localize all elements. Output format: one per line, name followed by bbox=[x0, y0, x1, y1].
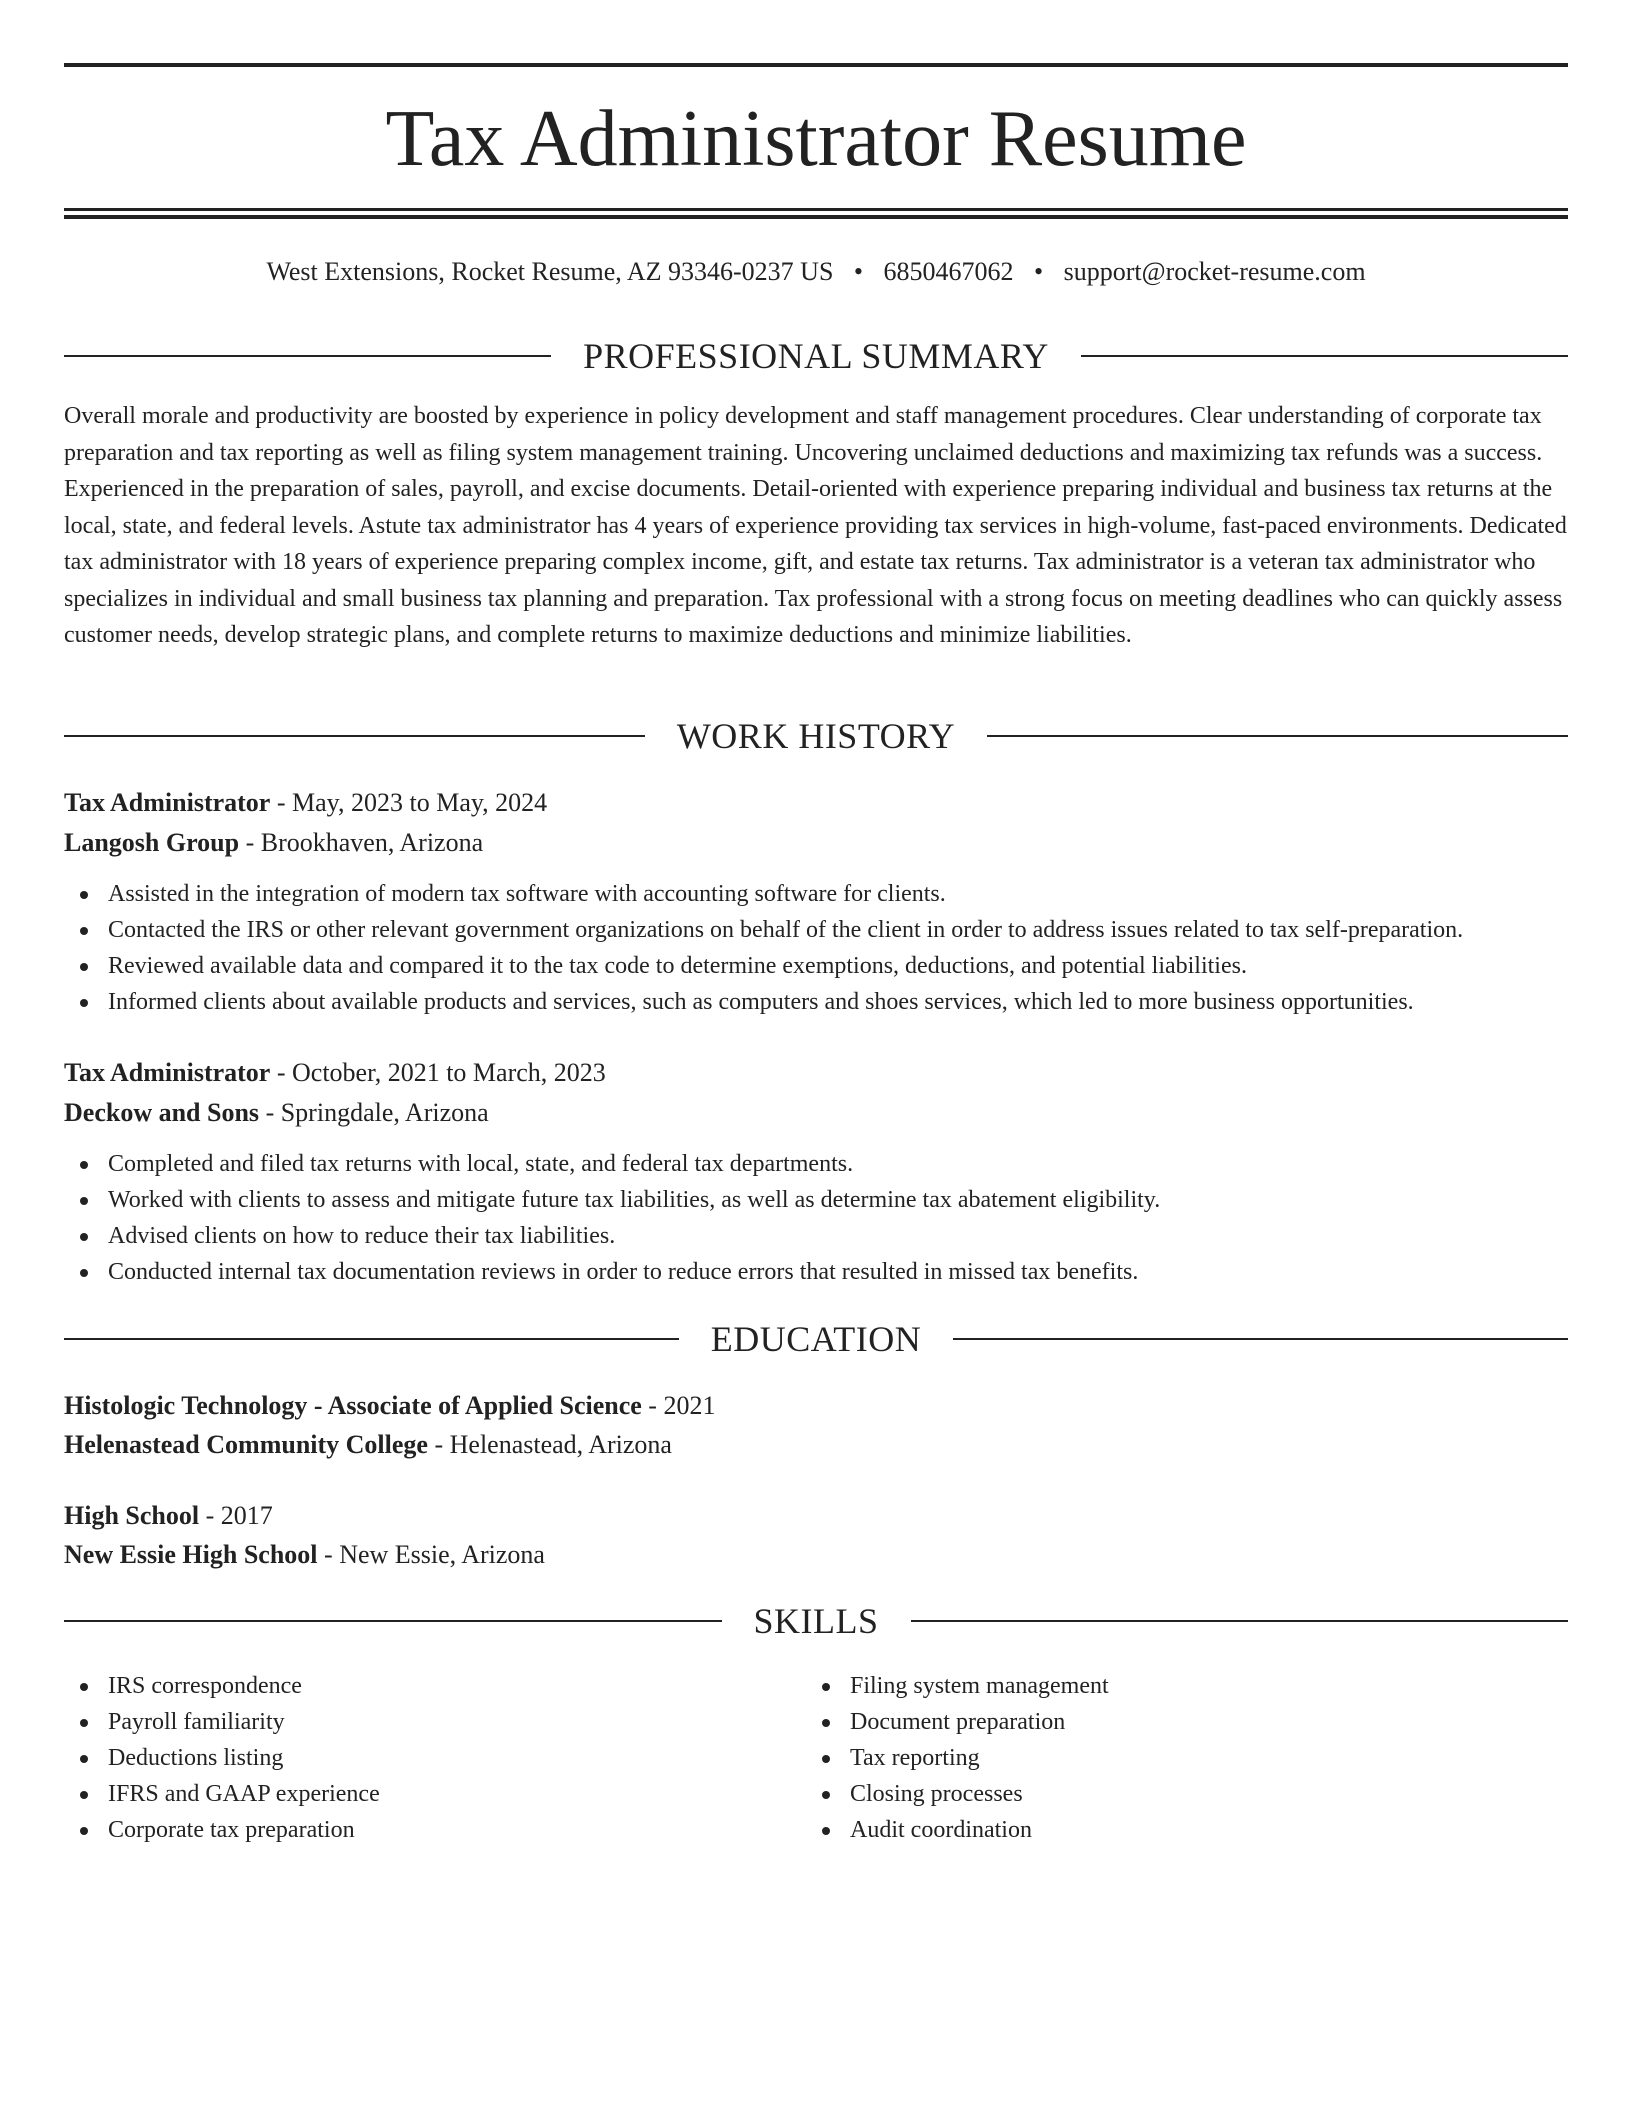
education-degree-line bbox=[64, 1386, 1568, 1426]
job-title-line bbox=[64, 783, 1568, 823]
list-item: Contacted the IRS or other relevant government organizations on behalf of the client in order to address issues related to tax self-preparation. bbox=[64, 912, 1568, 948]
education-location: - New Essie, Arizona bbox=[317, 1540, 545, 1569]
title-rule-upper bbox=[64, 208, 1568, 211]
heading-rule bbox=[987, 735, 1568, 737]
job-dates: - May, 2023 to May, 2024 bbox=[270, 788, 548, 817]
education-degree: Histologic Technology - Associate of Applied Science bbox=[64, 1391, 642, 1420]
job-company-line bbox=[64, 1093, 1568, 1133]
section-heading-work-history bbox=[64, 712, 1568, 760]
section-title: WORK HISTORY bbox=[676, 716, 956, 756]
skill-item: Closing processes bbox=[806, 1776, 1506, 1812]
resume-title: Tax Administrator Resume bbox=[385, 95, 1247, 183]
skills-list-left bbox=[64, 1668, 764, 1848]
education-location: - Helenastead, Arizona bbox=[427, 1430, 672, 1459]
section-heading-education bbox=[64, 1315, 1568, 1363]
heading-rule bbox=[911, 1620, 1569, 1622]
education-degree: High School bbox=[64, 1501, 200, 1530]
heading-rule bbox=[64, 735, 645, 737]
contact-line bbox=[64, 252, 1568, 292]
job-location: - Brookhaven, Arizona bbox=[239, 828, 484, 857]
education-degree-line bbox=[64, 1496, 1568, 1536]
title-rule-lower bbox=[64, 215, 1568, 219]
contact-separator: • bbox=[1034, 257, 1044, 286]
education-school: New Essie High School bbox=[64, 1540, 318, 1569]
skill-item: Document preparation bbox=[806, 1704, 1506, 1740]
job-title-line bbox=[64, 1053, 1568, 1093]
skill-item: Audit coordination bbox=[806, 1812, 1506, 1848]
job-location: - Springdale, Arizona bbox=[259, 1098, 489, 1127]
section-heading-summary bbox=[64, 332, 1568, 380]
education-school-line bbox=[64, 1535, 1568, 1575]
section-heading-skills bbox=[64, 1597, 1568, 1645]
skill-item: Filing system management bbox=[806, 1668, 1506, 1704]
education-school-line bbox=[64, 1425, 1568, 1465]
skill-item: Payroll familiarity bbox=[64, 1704, 764, 1740]
list-item: Reviewed available data and compared it to the tax code to determine exemptions, deductions, and potential liabilities. bbox=[64, 948, 1568, 984]
job-company-line bbox=[64, 823, 1568, 863]
contact-separator: • bbox=[853, 257, 864, 286]
job-title: Tax Administrator bbox=[64, 1058, 271, 1087]
list-item: Assisted in the integration of modern tax software with accounting software for clients. bbox=[64, 876, 1568, 912]
top-rule bbox=[64, 63, 1568, 67]
skill-item: IFRS and GAAP experience bbox=[64, 1776, 764, 1812]
section-title: EDUCATION bbox=[710, 1319, 922, 1359]
education-school: Helenastead Community College bbox=[64, 1430, 428, 1459]
heading-rule bbox=[64, 1620, 722, 1622]
list-item: Completed and filed tax returns with local, state, and federal tax departments. bbox=[64, 1146, 1568, 1182]
contact-email: support@rocket-resume.com bbox=[1063, 257, 1366, 286]
contact-address: West Extensions, Rocket Resume, AZ 93346-0237 US bbox=[266, 257, 834, 286]
summary-text: Overall morale and productivity are boosted by experience in policy development and staff management procedures. Clear understanding of corporate tax preparation and tax reporting as well as filing system management training. Uncovering unclaimed deductions and maximizing tax refunds was a success. Experienced in the preparation of sales, payroll, and excise documents. Detail-oriented with experience preparing individual and business tax returns at the local, state, and federal levels. Astute tax administrator has 4 years of experience providing tax services in high-volume, fast-paced environments. Dedicated tax administrator with 18 years of experience preparing complex income, gift, and estate tax returns. Tax administrator is a veteran tax administrator who specializes in individual and small business tax planning and preparation. Tax professional with a strong focus on meeting deadlines who can quickly assess customer needs, develop strategic plans, and complete returns to maximize deductions and minimize liabilities. bbox=[64, 403, 1567, 648]
skill-item: Deductions listing bbox=[64, 1740, 764, 1776]
heading-rule bbox=[953, 1338, 1568, 1340]
list-item: Conducted internal tax documentation reviews in order to reduce errors that resulted in missed tax benefits. bbox=[64, 1254, 1568, 1290]
list-item: Advised clients on how to reduce their tax liabilities. bbox=[64, 1218, 1568, 1254]
skill-item: IRS correspondence bbox=[64, 1668, 764, 1704]
section-title: PROFESSIONAL SUMMARY bbox=[583, 336, 1049, 376]
education-year: - 2017 bbox=[199, 1501, 273, 1530]
job-bullets bbox=[64, 1146, 1568, 1290]
job-company: Langosh Group bbox=[64, 828, 240, 857]
job-title: Tax Administrator bbox=[64, 788, 271, 817]
skill-item: Tax reporting bbox=[806, 1740, 1506, 1776]
education-year: - 2021 bbox=[641, 1391, 716, 1420]
contact-phone: 6850467062 bbox=[883, 257, 1014, 286]
job-bullets bbox=[64, 876, 1568, 1020]
heading-rule bbox=[1081, 355, 1568, 357]
skills-list-right bbox=[806, 1668, 1506, 1848]
skill-item: Corporate tax preparation bbox=[64, 1812, 764, 1848]
section-title: SKILLS bbox=[753, 1601, 879, 1641]
job-dates: - October, 2021 to March, 2023 bbox=[270, 1058, 606, 1087]
heading-rule bbox=[64, 355, 551, 357]
list-item: Worked with clients to assess and mitigate future tax liabilities, as well as determine tax abatement eligibility. bbox=[64, 1182, 1568, 1218]
heading-rule bbox=[64, 1338, 679, 1340]
list-item: Informed clients about available products and services, such as computers and shoes services, which led to more business opportunities. bbox=[64, 984, 1568, 1020]
job-company: Deckow and Sons bbox=[64, 1098, 260, 1127]
